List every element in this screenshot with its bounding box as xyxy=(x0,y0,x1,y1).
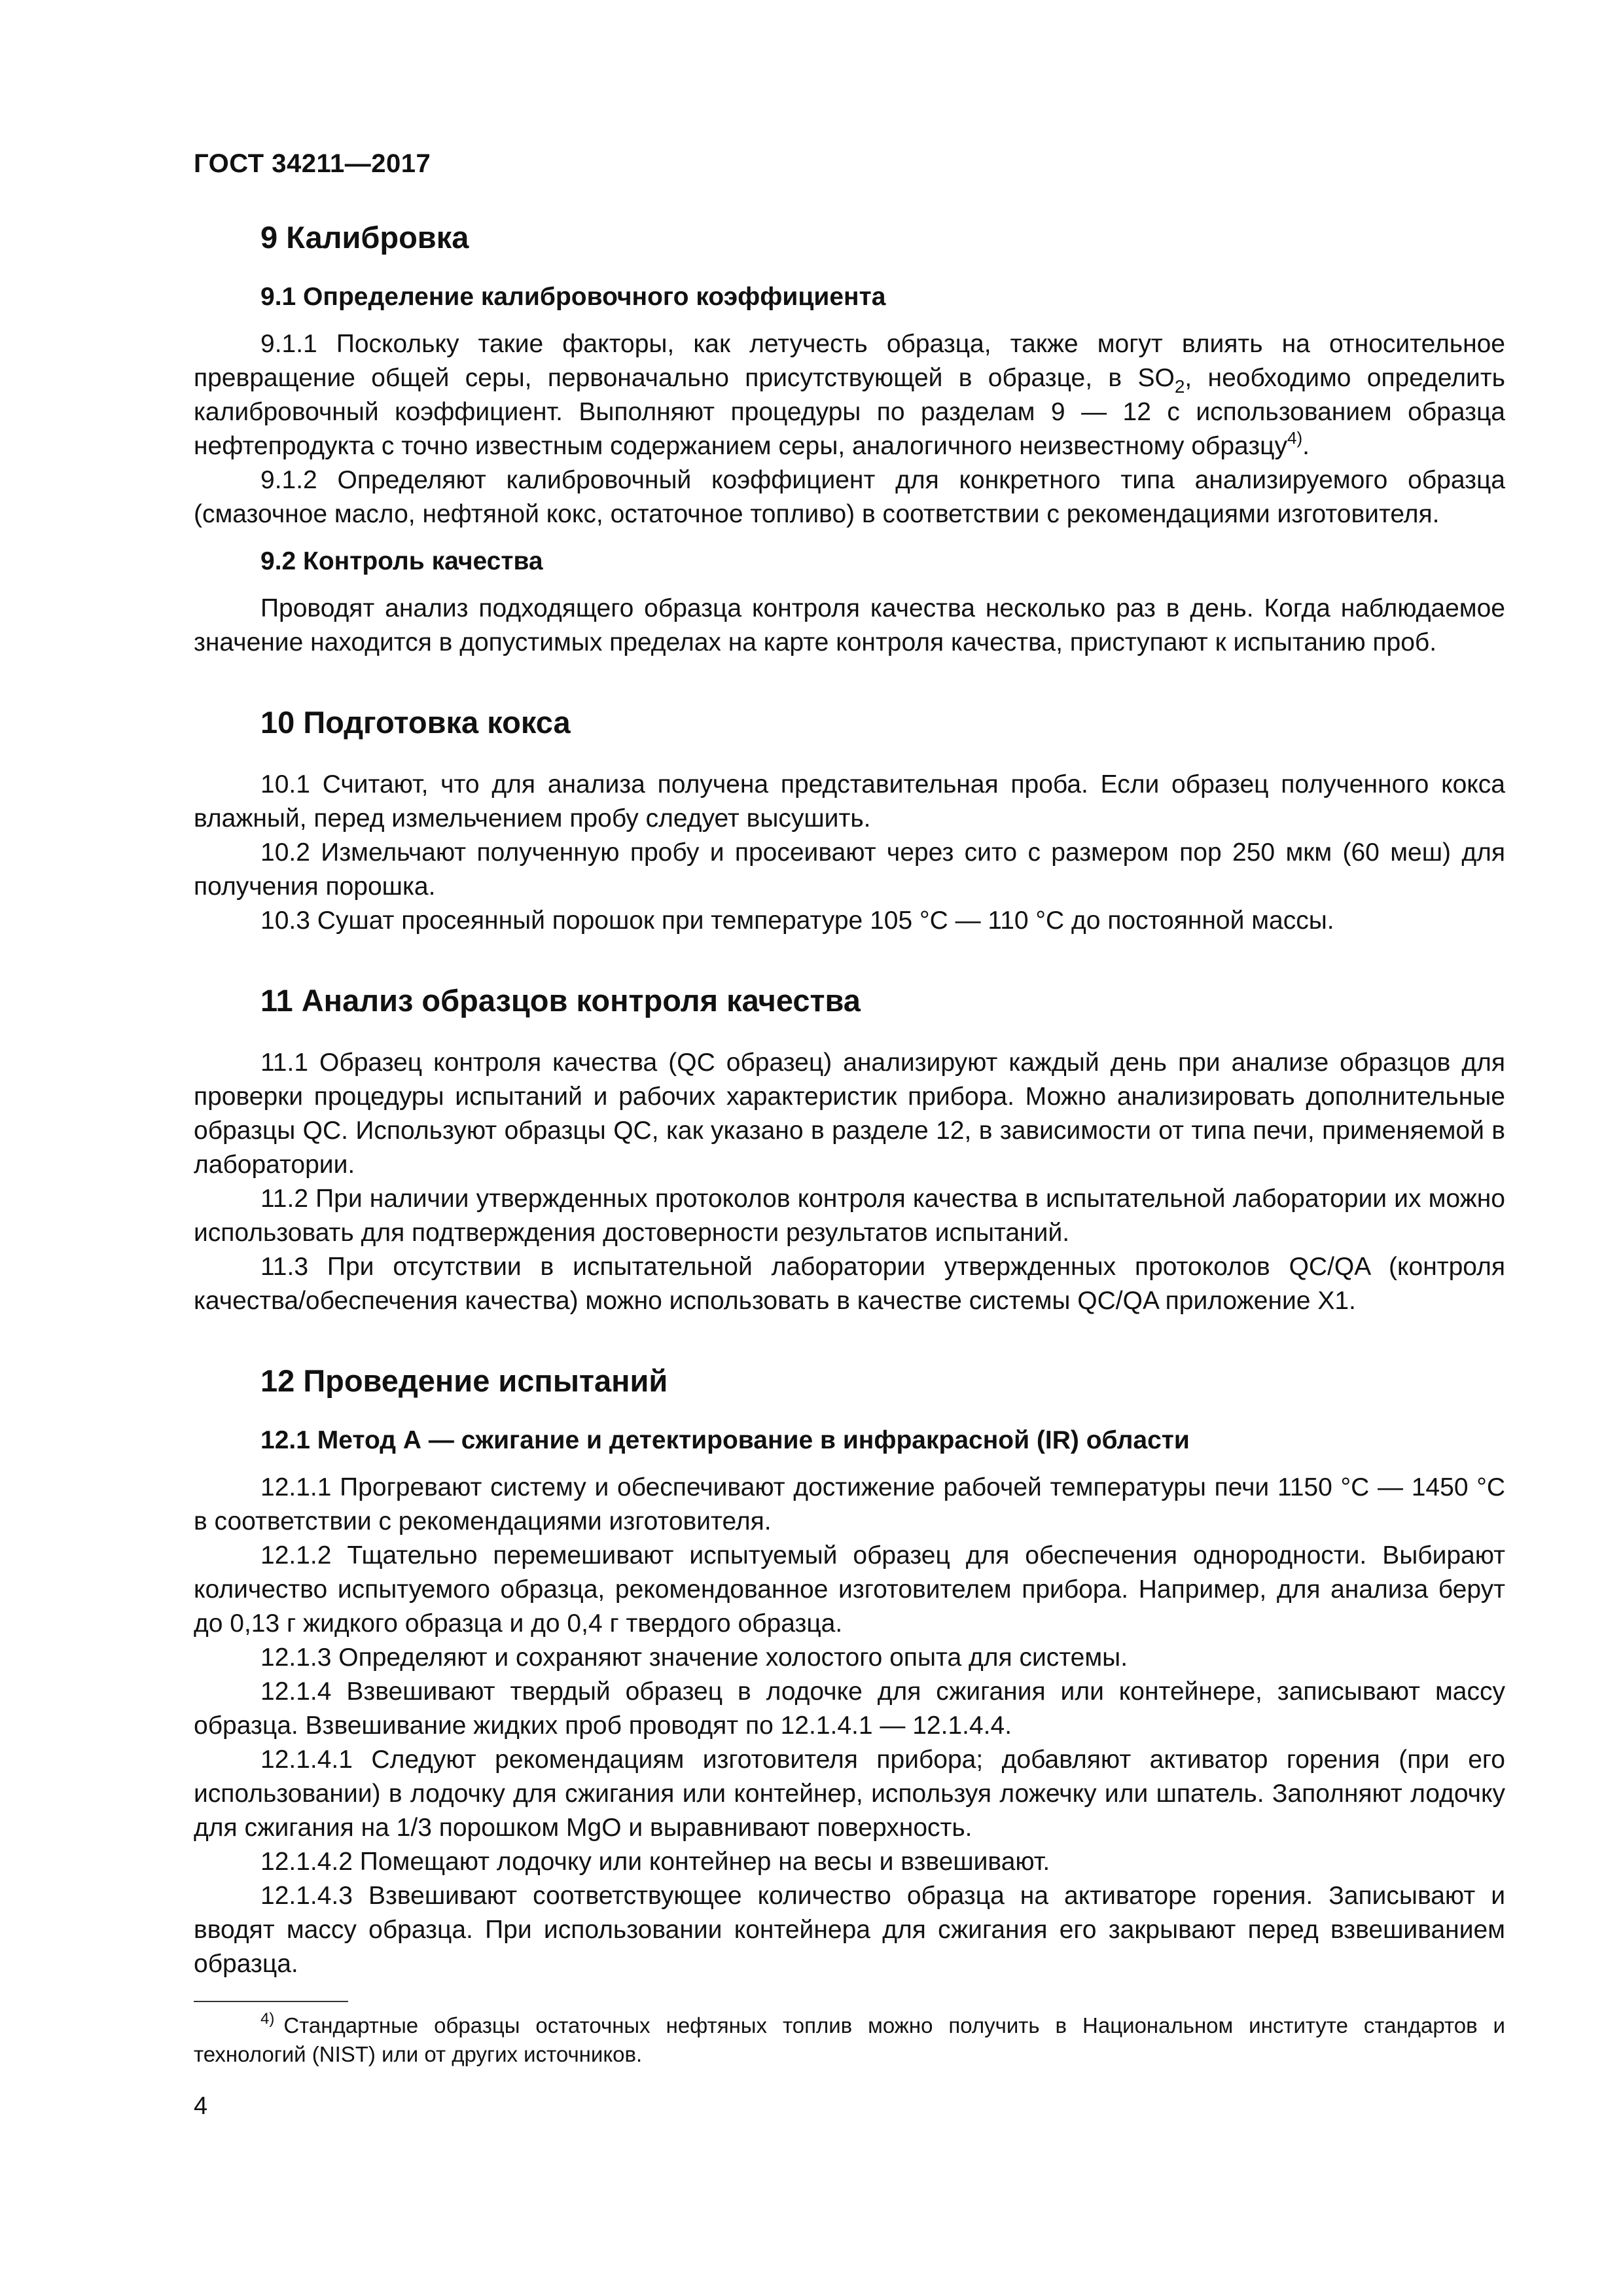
paragraph-10-1: 10.1 Считают, что для анализа получена представительная проба. Если образец полученного кокса влажный, перед измельчением пробу следует высушить. xyxy=(194,770,1505,833)
paragraph-12-1-1: 12.1.1 Прогревают систему и обеспечивают достижение рабочей температуры печи 1150 °С — 1450 °С в соответствии с рекомендациями изготовителя. xyxy=(194,1473,1505,1535)
paragraph-9-2: Проводят анализ подходящего образца контроля качества несколько раз в день. Когда наблюдаемое значение находится в допустимых пределах на карте контроля качества, приступают к испытанию проб. xyxy=(194,594,1505,656)
paragraph-12-1-4: 12.1.4 Взвешивают твердый образец в лодочке для сжигания или контейнере, записывают массу образца. Взвешивание жидких проб проводят по 12.1.4.1 — 12.1.4.4. xyxy=(194,1677,1505,1740)
page-number: 4 xyxy=(194,2092,208,2120)
subsection-9-2-heading: 9.2 Контроль качества xyxy=(260,547,543,575)
paragraph-12-1-4-2: 12.1.4.2 Помещают лодочку или контейнер на весы и взвешивают. xyxy=(260,1848,1050,1876)
section-10-heading: 10 Подготовка кокса xyxy=(260,705,571,740)
document-code-header: ГОСТ 34211—2017 xyxy=(194,149,431,178)
subscript-2: 2 xyxy=(1174,376,1185,397)
paragraph-11-1: 11.1 Образец контроля качества (QC образец) анализируют каждый день при анализе образцов для проверки процедуры испытаний и рабочих характеристик прибора. Можно анализировать дополнительные образцы QC. Используют образцы QC, как указано в разделе 12, в зависимости от типа печи, применяемой в лаборатории. xyxy=(194,1049,1505,1179)
subsection-9-1-heading: 9.1 Определение калибровочного коэффициента xyxy=(260,283,886,311)
paragraph-12-1-4-1: 12.1.4.1 Следуют рекомендациям изготовителя прибора; добавляют активатор горения (при его использовании) в лодочку для сжигания или контейнер, используя ложечку или шпатель. Заполняют лодочку для сжигания на 1/3 порошком MgO и выравнивают поверхность. xyxy=(194,1746,1505,1842)
paragraph-12-1-3: 12.1.3 Определяют и сохраняют значение холостого опыта для системы. xyxy=(260,1643,1128,1672)
subsection-12-1-heading: 12.1 Метод А — сжигание и детектирование в инфракрасной (IR) области xyxy=(260,1426,1190,1454)
paragraph-10-2: 10.2 Измельчают полученную пробу и просеивают через сито с размером пор 250 мкм (60 меш) для получения порошка. xyxy=(194,838,1505,901)
paragraph-11-2: 11.2 При наличии утвержденных протоколов контроля качества в испытательной лаборатории их можно использовать для подтверждения достоверности результатов испытаний. xyxy=(194,1185,1505,1247)
paragraph-9-1-2: 9.1.2 Определяют калибровочный коэффициент для конкретного типа анализируемого образца (смазочное масло, нефтяной кокс, остаточное топливо) в соответствии с рекомендациями изготовителя. xyxy=(194,466,1505,528)
section-12-heading: 12 Проведение испытаний xyxy=(260,1363,668,1398)
footnote-4 xyxy=(194,2011,1505,2069)
section-9-heading: 9 Калибровка xyxy=(260,220,469,255)
footnote-divider xyxy=(194,2001,348,2002)
footnote-text: Стандартные образцы остаточных нефтяных топлив можно получить в Национальном институте стандартов и технологий (NIST) или от других источников. xyxy=(194,2013,1505,2066)
paragraph-12-1-2: 12.1.2 Тщательно перемешивают испытуемый образец для обеспечения однородности. Выбирают количество испытуемого образца, рекомендованное изготовителем прибора. Например, для анализа берут до 0,13 г жидкого образца и до 0,4 г твердого образца. xyxy=(194,1541,1505,1638)
footnote-mark: 4) xyxy=(260,2010,275,2028)
paragraph-11-3: 11.3 При отсутствии в испытательной лаборатории утвержденных протоколов QC/QA (контроля качества/обеспечения качества) можно использовать в качестве системы QC/QA приложение X1. xyxy=(194,1253,1505,1315)
footnote-reference-4: 4) xyxy=(1287,428,1303,448)
paragraph-12-1-4-3: 12.1.4.3 Взвешивают соответствующее количество образца на активаторе горения. Записывают и вводят массу образца. При использовании контейнера для сжигания его закрывают перед взвешиванием образца. xyxy=(194,1882,1505,1978)
paragraph-10-3: 10.3 Сушат просеянный порошок при температуре 105 °С — 110 °С до постоянной массы. xyxy=(260,906,1334,935)
paragraph-9-1-1: 9.1.1 Поскольку такие факторы, как летучесть образца, также могут влиять на относительное превращение общей серы, первоначально присутствующей в образце, в $SO_2$, необходимо определить калибровочный коэффициент. Выполняют процедуры по разделам 9 — 12 с использованием образца нефтепродукта с точно известным содержанием серы, аналогичного неизвестному образцу$^{4)}$. xyxy=(194,330,1505,460)
section-11-heading: 11 Анализ образцов контроля качества xyxy=(260,983,861,1018)
